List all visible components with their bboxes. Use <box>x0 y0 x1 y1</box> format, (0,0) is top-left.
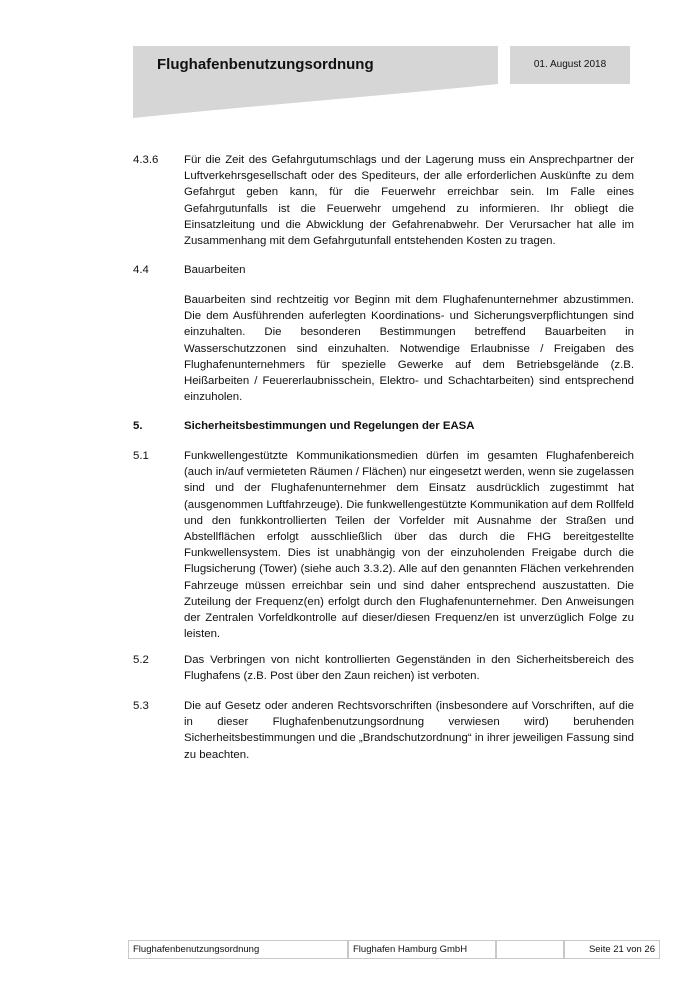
footer-page: Seite 21 von 26 <box>588 944 655 955</box>
footer-cell <box>496 941 564 959</box>
section-text: Die auf Gesetz oder anderen Rechtsvorschriften (insbesondere auf Vorschriften, auf die in dieser Flughafenbenutzungsordnung verwiesen wird) beruhenden Sicherheitsbestimmungen und die „Brandschutzordnung“ in ihrer jeweiligen Fassung sind zu beachten. <box>184 700 634 761</box>
section-number: 4.4 <box>133 264 149 276</box>
section-number: 5.1 <box>133 450 149 462</box>
footer-company: Flughafen Hamburg GmbH <box>353 944 468 955</box>
section-text: Bauarbeiten sind rechtzeitig vor Beginn mit dem Flughafenunternehmer abzustimmen. Die dem Ausführenden auferlegten Koordinations- und Sicherungsverpflichtungen sind einzuhalten. Die besonderen Bestimmungen betreffend Bauarbeiten in Wasserschutzzonen sind einzuhalten. Notwendige Erlaubnisse / Freigaben des Flughafenunternehmers für spezielle Gewerke auf dem Betriebsgelände (z.B. Heißarbeiten / Feuererlaubnisschein, Elektro- und Schachtarbeiten) sind entsprechend einzuholen. <box>184 294 634 404</box>
section-number: 5.2 <box>133 654 149 666</box>
document-title: Flughafenbenutzungsordnung <box>157 56 374 73</box>
section-number: 5.3 <box>133 700 149 712</box>
chapter-heading: Sicherheitsbestimmungen und Regelungen der EASA <box>184 420 475 432</box>
document-date: 01. August 2018 <box>510 46 630 84</box>
section-text: Funkwellengestützte Kommunikationsmedien dürfen im gesamten Flughafenbereich (auch in/auf vermieteten Räumen / Flächen) nur eingesetzt werden, wenn sie zugelassen sind und der Flughafenunternehmer dem Einsatz ausdrücklich zugestimmt hat (ausgenommen Luftfahrzeuge). Die funkwellengestützte Kommunikation auf dem Rollfeld und den funkkontrollierten Teilen der Vorfelder mit Ausnahme der Straßen und Abstellflächen erfolgt ausschließlich über das durch die FHG bereitgestellte Funkwellensystem. Dies ist unabhängig von der einzuholenden Freigabe durch die Flugsicherung (Tower) (siehe auch 3.3.2). Alle auf den genannten Flächen verkehrenden Fahrzeuge müssen erreichbar sein und sind daher entsprechend auszustatten. Die Zuteilung der Frequenz(en) erfolgt durch den Flughafenunternehmer. Den Anweisungen der Zentralen Vorfeldkontrolle auf dieser/diesen Frequenz/en ist unverzüglich Folge zu leisten. <box>184 450 634 641</box>
section-text: Das Verbringen von nicht kontrollierten Gegenständen in den Sicherheitsbereich des Flughafens (z.B. Post über den Zaun reichen) ist verboten. <box>184 654 634 683</box>
chapter-number: 5. <box>133 420 143 432</box>
section-number: 4.3.6 <box>133 154 159 166</box>
section-heading: Bauarbeiten <box>184 264 246 276</box>
section-text: Für die Zeit des Gefahrgutumschlags und der Lagerung muss ein Ansprechpartner der Luftverkehrsgesellschaft oder des Spediteurs, der alle erforderlichen Auskünfte zu dem Gefahrgut geben kann, für die Feuerwehr erreichbar sein. Im Falle eines Gefahrgutunfalls ist die Feuerwehr umgehend zu informieren. Ihr obliegt die Einsatzleitung und die Abwicklung der Gefahrenabwehr. Der Verursacher hat alle im Zusammenhang mit dem Gefahrgutunfall entstehenden Kosten zu tragen. <box>184 154 634 248</box>
footer-document: Flughafenbenutzungsordnung <box>133 944 260 955</box>
